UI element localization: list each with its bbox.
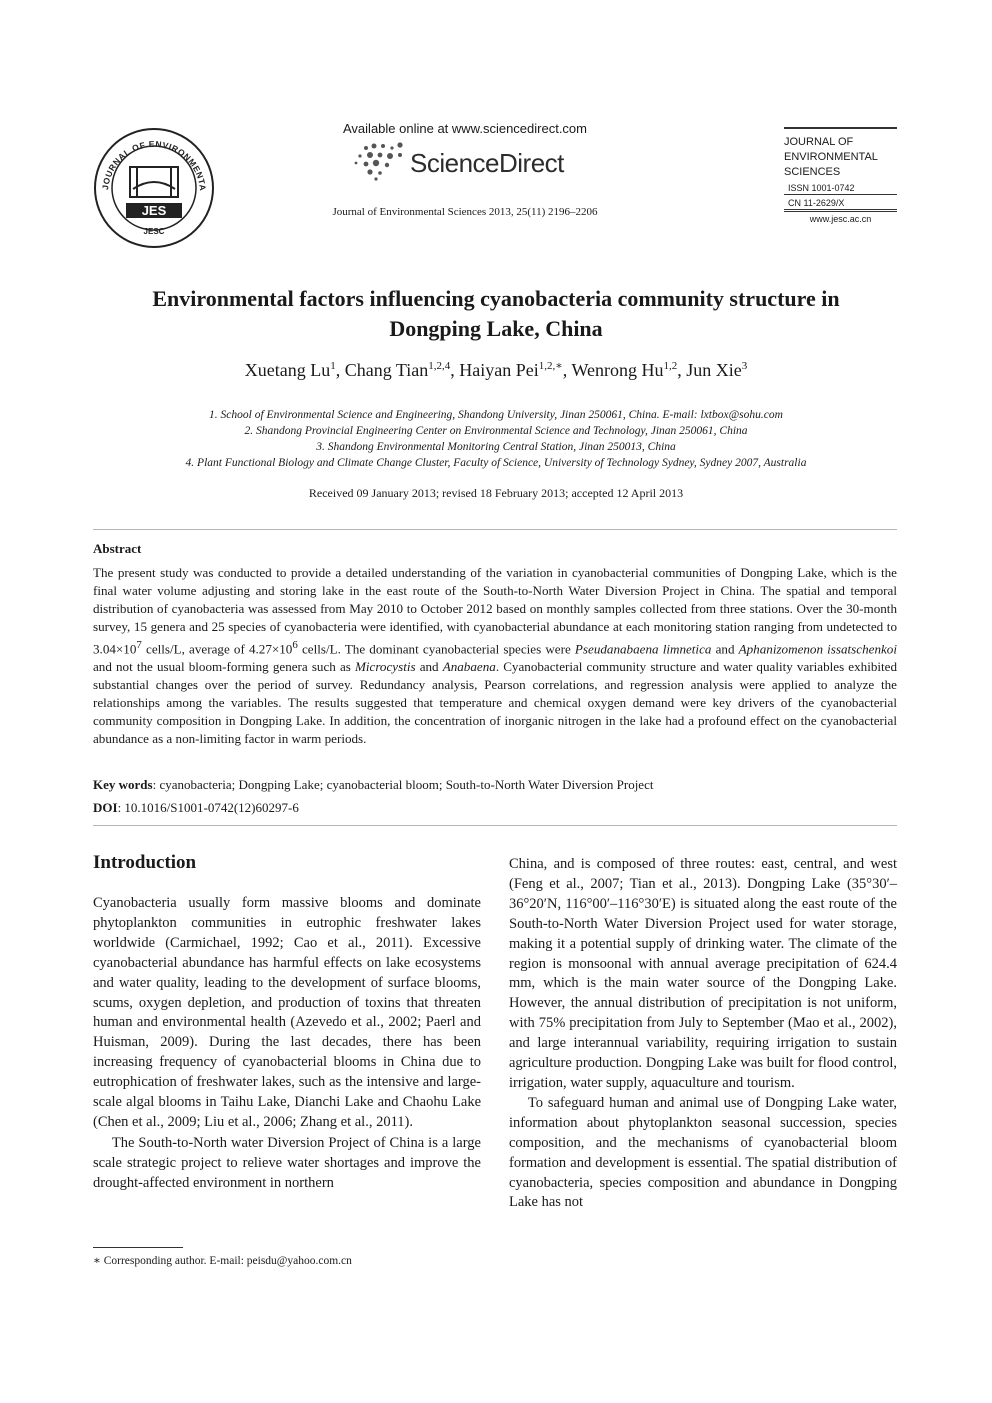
issn: ISSN 1001-0742: [784, 180, 897, 195]
sciencedirect-dots-icon: [352, 140, 412, 182]
paragraph: Cyanobacteria usually form massive blooms and dominate phytoplankton communities in eutrophic freshwater lakes worldwide (Carmichael, 1992; Cao et al., 2011). Excessive cyanobacterial abundance has harmful effects on lake ecosystems and water quality, leading to the development of surface blooms, scums, oxygen depletion, and production of toxins that threaten human and environmental health (Azevedo et al., 2002; Paerl and Huisman, 2009). During the last decades, there has been increasing frequency of cyanobacterial blooms in China due to eutrophication of freshwater lakes, such as the intensive and large-scale algal blooms in Taihu Lake, Dianchi Lake and Chaohu Lake (Chen et al., 2009; Liu et al., 2006; Zhang et al., 2011).: [93, 895, 481, 1130]
affiliations: [60, 407, 932, 471]
affiliation: 1. School of Environmental Science and Engineering, Shandong University, Jinan 250061, China. E-mail: lxtbox@sohu.com: [209, 409, 783, 421]
doi: [93, 800, 897, 816]
author-name: Jun Xie: [686, 360, 742, 380]
author-list: Xuetang Lu$^1$, Chang Tian$^{1,2,4}$, Haiyan Pei$^{1,2,∗}$, Wenrong Hu$^{1,2}$, Jun Xie$^3$: [244, 360, 748, 380]
journal-title: [784, 135, 897, 180]
affiliation: 2. Shandong Provincial Engineering Center on Environmental Science and Technology, Jinan 250061, China: [244, 425, 748, 437]
title-line: Dongping Lake, China: [389, 316, 603, 341]
affiliation: 3. Shandong Environmental Monitoring Central Station, Jinan 250013, China: [316, 441, 676, 453]
doi-text[interactable]: : 10.1016/S1001-0742(12)60297-6: [117, 800, 299, 815]
journal-title-line: ENVIRONMENTAL: [784, 151, 878, 163]
journal-title-line: SCIENCES: [784, 166, 841, 178]
author-name: Chang Tian: [344, 360, 429, 380]
keywords-label: Key words: [93, 777, 153, 792]
section-heading: Introduction: [93, 852, 197, 873]
author-name: Xuetang Lu: [244, 360, 331, 380]
species-name: Anabaena: [442, 659, 496, 675]
abstract-text: cells/L, average of 4.27×10: [141, 641, 293, 657]
abstract-text: The present study was conducted to provide a detailed understanding of the variation in cyanobacterial communities of Dongping Lake, which is the final water volume adjusting and storing lake in the east route of the South-to-North Water Diversion Project in China. The spatial and temporal distribution of cyanobacteria was assessed from May 2010 to October 2012 based on monthly samples collected from three stations. Over the 30-month survey, 15 genera and 25 species of cyanobacteria were identified, with cyanobacterial abundance at each monitoring station ranging from undetected to 3.04×10: [93, 565, 897, 657]
author-affil-mark: 3: [741, 360, 748, 372]
exponent: 6: [292, 639, 298, 651]
journal-seal-logo: [93, 127, 215, 249]
received-dates: Received 09 January 2013; revised 18 February 2013; accepted 12 April 2013: [308, 486, 684, 500]
sciencedirect-logo[interactable]: [352, 140, 592, 182]
svg-text:JESC: JESC: [143, 227, 165, 236]
available-online-text: Available online at www.sciencedirect.com: [343, 121, 587, 136]
doi-label: DOI: [93, 800, 118, 815]
author-affil-mark: 1,2,4: [428, 360, 451, 372]
journal-citation: Journal of Environmental Sciences 2013, 25(11) 2196–2206: [332, 206, 598, 218]
paper-title: [60, 284, 932, 344]
svg-text:JES: JES: [141, 203, 167, 218]
divider: [93, 529, 897, 530]
abstract-text: and: [415, 659, 443, 675]
keywords: [93, 777, 897, 793]
footnote: ∗ Corresponding author. E-mail: peisdu@yahoo.com.cn: [93, 1255, 352, 1267]
journal-info-box: [784, 127, 897, 224]
left-column: [93, 894, 481, 1194]
journal-title-line: JOURNAL OF: [784, 136, 854, 148]
abstract-body: [93, 564, 897, 748]
sciencedirect-wordmark: ScienceDirect: [410, 148, 564, 178]
author-affil-mark: 1,2: [663, 360, 678, 372]
svg-text:JOURNAL OF ENVIRONMENTAL SCIEN: JOURNAL OF ENVIRONMENTA: [100, 138, 209, 192]
author-name: Haiyan Pei: [459, 360, 539, 380]
paragraph: China, and is composed of three routes: east, central, and west (Feng et al., 2007; Tian et al., 2013). Dongping Lake (35°30′–36°20′N, 116°00′–116°30′E) is situated along the east route of the South-to-North Water Diversion Project used for water storage, making it a potential supply of drinking water. The climate of the region is monsoonal with annual average precipitation of 624.4 mm, which is the main water source of the Dongping Lake. However, the annual distribution of precipitation is not uniform, with 75% precipitation from July to September (Mao et al., 2002), and large interannual variability, requiring irrigation to sustain agriculture production. Dongping Lake was built for flood control, irrigation, water supply, aquaculture and tourism.: [509, 856, 897, 1091]
abstract-text: . Cyanobacterial community structure and water quality variables exhibited substantial changes over the period of survey. Redundancy analysis, Pearson correlations, and regression analysis were applied to analyze the relationships among the variables. The results suggested that temperature and chemical oxygen demand were key drivers of the cyanobacterial community composition in Dongping Lake. In addition, the concentration of inorganic nitrogen in the lake had a profound effect on the cyanobacterial abundance as a non-limiting factor in warm periods.: [93, 659, 898, 747]
abstract-text: and not the usual bloom-forming genera such as: [93, 659, 355, 675]
species-name: Microcystis: [354, 659, 416, 675]
species-name: Pseudanabaena limnetica: [574, 641, 712, 657]
right-column: [509, 855, 897, 1213]
title-line: Environmental factors influencing cyanobacteria community structure in: [152, 286, 840, 311]
abstract-heading: Abstract: [93, 541, 142, 556]
author-affil-mark: 1: [330, 360, 336, 372]
paragraph: The South-to-North water Diversion Project of China is a large scale strategic project to relieve water shortages and improve the drought-affected environment in northern: [93, 1134, 481, 1191]
exponent: 7: [136, 639, 142, 651]
species-name: Aphanizomenon issatschenkoi: [738, 641, 897, 657]
affiliation: 4. Plant Functional Biology and Climate Change Cluster, Faculty of Science, University of Technology Sydney, Sydney 2007, Australia: [185, 457, 807, 469]
paragraph: To safeguard human and animal use of Dongping Lake water, information about phytoplankton seasonal succession, species composition, and the mechanisms of cyanobacterial bloom formation and development is essential. The spatial distribution of cyanobacteria, species composition and abundance in Dongping Lake has not: [509, 1094, 897, 1211]
journal-url[interactable]: www.jesc.ac.cn: [784, 211, 897, 224]
footnote-rule: [93, 1247, 183, 1248]
author-affil-mark: 1,2,∗: [538, 360, 563, 372]
keywords-text: : cyanobacteria; Dongping Lake; cyanobacterial bloom; South-to-North Water Diversion Project: [152, 777, 654, 792]
divider: [93, 825, 897, 826]
abstract-text: and: [711, 641, 739, 657]
author-name: Wenrong Hu: [571, 360, 664, 380]
abstract-text: cells/L. The dominant cyanobacterial species were: [297, 641, 575, 657]
cn-number: CN 11-2629/X: [784, 195, 897, 210]
